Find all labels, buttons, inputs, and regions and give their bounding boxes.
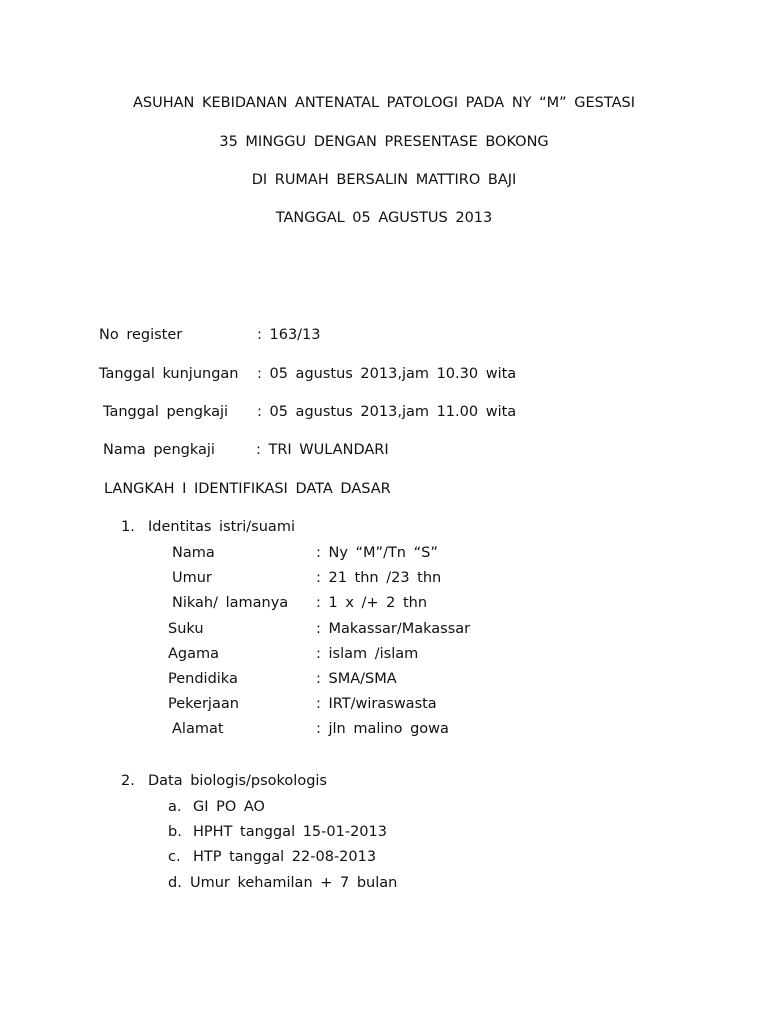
identity-value-pendidika: : SMA/SMA <box>316 671 397 687</box>
list-item-hpht: HPHT tanggal 15-01-2013 <box>193 824 387 840</box>
list-marker-a: a. <box>168 799 182 815</box>
identity-label-umur: Umur <box>172 570 212 586</box>
field-label-tanggal-pengkaji: Tanggal pengkaji <box>103 404 229 420</box>
identity-value-nama: : Ny “M”/Tn “S” <box>316 545 438 561</box>
field-value-no-register: : 163/13 <box>257 327 321 343</box>
field-value-nama-pengkaji: : TRI WULANDARI <box>256 442 389 458</box>
list-item-htp: HTP tanggal 22-08-2013 <box>193 849 377 865</box>
field-label-no-register: No register <box>99 327 183 343</box>
identity-value-suku: : Makassar/Makassar <box>316 621 471 637</box>
list-marker-d: d. <box>168 875 182 891</box>
document-title-line-1: ASUHAN KEBIDANAN ANTENATAL PATOLOGI PADA NY “M” GESTASI <box>132 95 636 111</box>
document-title-line-2: 35 MINGGU DENGAN PRESENTASE BOKONG <box>219 134 549 150</box>
step-heading: LANGKAH I IDENTIFIKASI DATA DASAR <box>104 481 391 497</box>
identity-value-pekerjaan: : IRT/wiraswasta <box>316 696 437 712</box>
document-title-line-4: TANGGAL 05 AGUSTUS 2013 <box>275 210 493 226</box>
identity-label-nama: Nama <box>172 545 215 561</box>
identity-label-pekerjaan: Pekerjaan <box>168 696 239 712</box>
identity-label-agama: Agama <box>168 646 220 662</box>
field-label-tanggal-kunjungan: Tanggal kunjungan <box>99 366 239 382</box>
identity-value-agama: : islam /islam <box>316 646 419 662</box>
field-value-tanggal-kunjungan: : 05 agustus 2013,jam 10.30 wita <box>257 366 517 382</box>
section-2-title: Data biologis/psokologis <box>148 773 327 789</box>
document-title-line-3: DI RUMAH BERSALIN MATTIRO BAJI <box>251 172 517 188</box>
identity-label-pendidika: Pendidika <box>168 671 238 687</box>
section-1-number: 1. <box>121 519 135 535</box>
identity-label-suku: Suku <box>168 621 204 637</box>
section-2-number: 2. <box>121 773 135 789</box>
list-item-gpa: GI PO AO <box>193 799 265 815</box>
identity-label-alamat: Alamat <box>172 721 224 737</box>
list-marker-b: b. <box>168 824 182 840</box>
field-value-tanggal-pengkaji: : 05 agustus 2013,jam 11.00 wita <box>257 404 517 420</box>
identity-value-nikah: : 1 x /+ 2 thn <box>316 595 428 611</box>
identity-value-alamat: : jln malino gowa <box>316 721 449 737</box>
field-label-nama-pengkaji: Nama pengkaji <box>103 442 215 458</box>
list-marker-c: c. <box>168 849 181 865</box>
section-1-title: Identitas istri/suami <box>148 519 295 535</box>
identity-label-nikah: Nikah/ lamanya <box>172 595 289 611</box>
list-item-umur-kehamilan: Umur kehamilan + 7 bulan <box>190 875 398 891</box>
identity-value-umur: : 21 thn /23 thn <box>316 570 442 586</box>
